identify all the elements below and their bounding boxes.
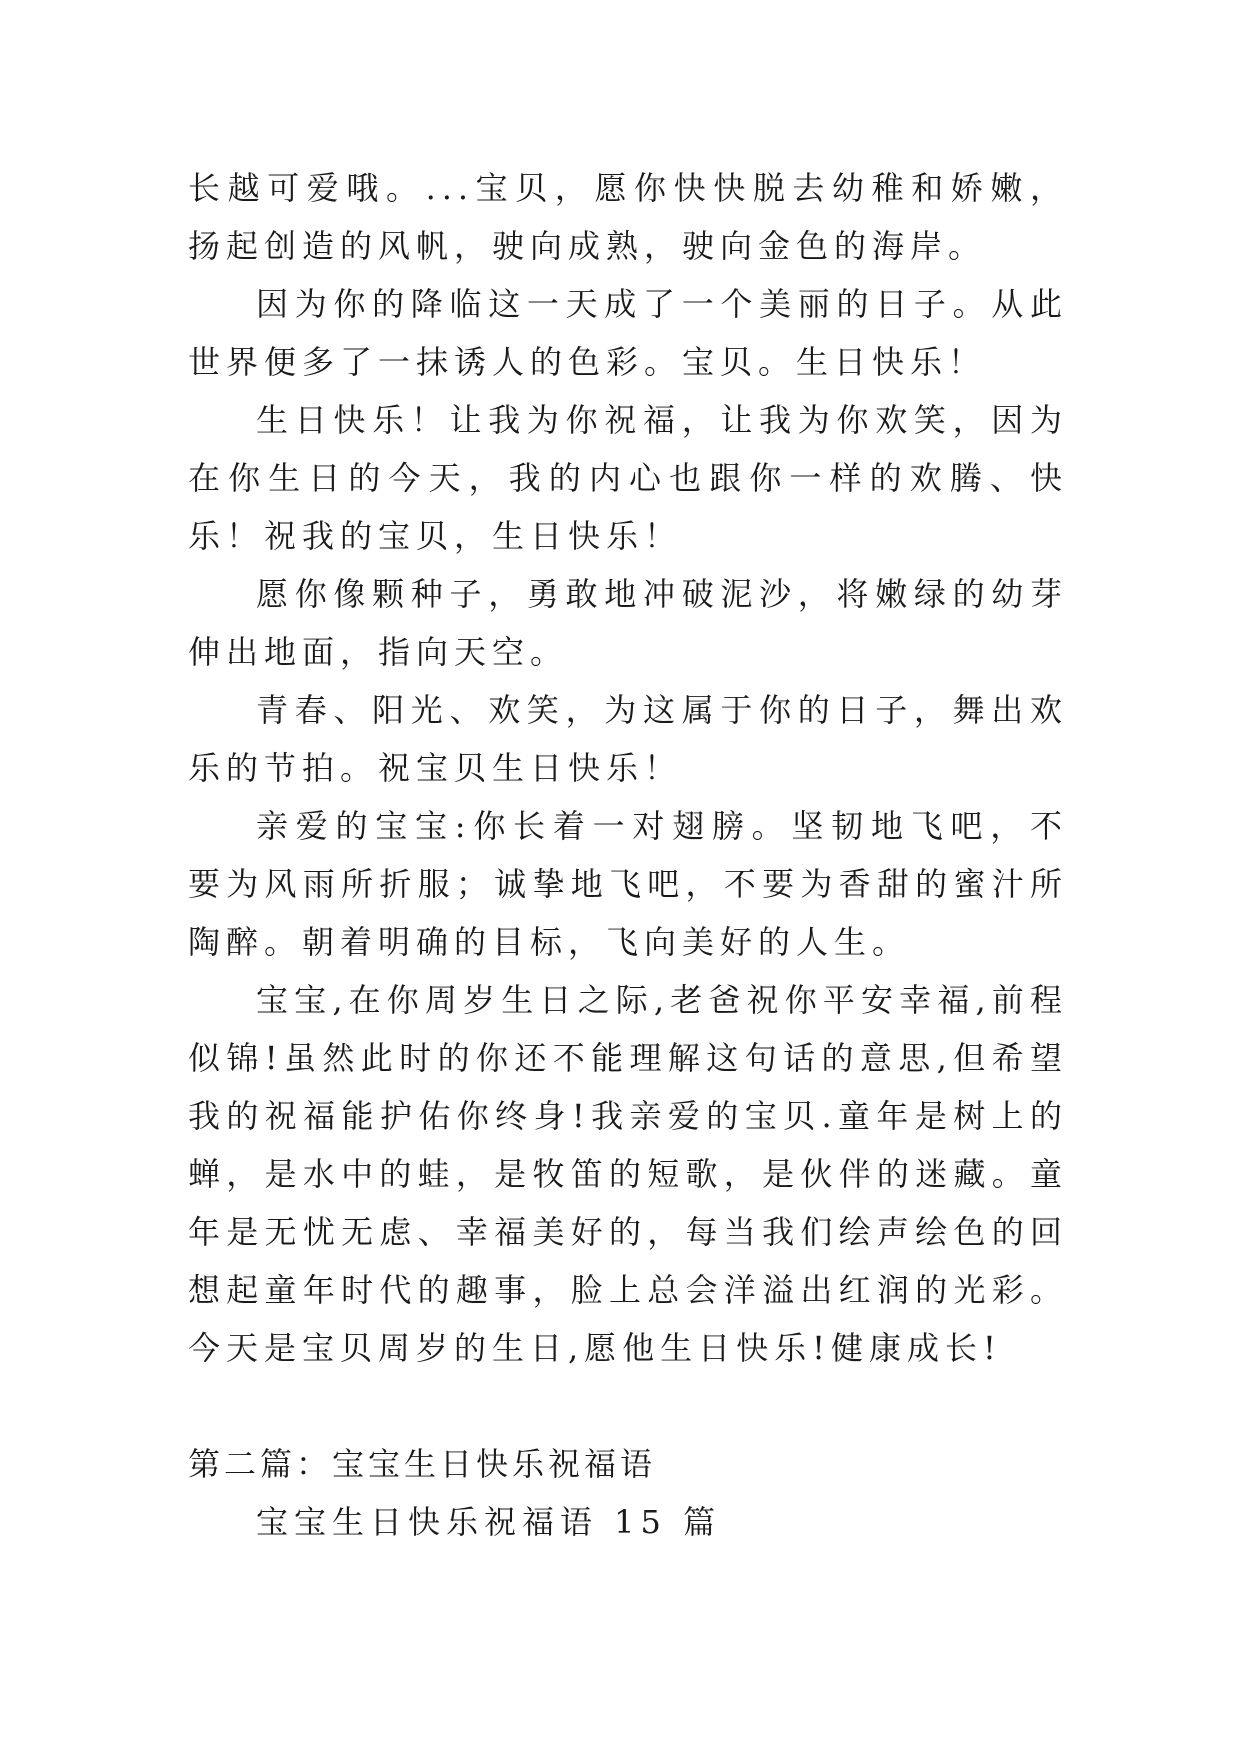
paragraph-continuation: 长越可爱哦。...宝贝，愿你快快脱去幼稚和娇嫩，扬起创造的风帆，驶向成熟，驶向金色的海岸。: [188, 169, 1068, 265]
section-spacer: [188, 1377, 1068, 1435]
paragraph: 愿你像颗种子，勇敢地冲破泥沙，将嫩绿的幼芽伸出地面，指向天空。: [188, 575, 1068, 671]
paragraph: 青春、阳光、欢笑，为这属于你的日子，舞出欢乐的节拍。祝宝贝生日快乐！: [188, 691, 1068, 787]
paragraph: 因为你的降临这一天成了一个美丽的日子。从此世界便多了一抹诱人的色彩。宝贝。生日快乐！: [188, 285, 1068, 381]
paragraph: 亲爱的宝宝:你长着一对翅膀。坚韧地飞吧，不要为风雨所折服；诚挚地飞吧，不要为香甜的蜜汁所陶醉。朝着明确的目标，飞向美好的人生。: [188, 807, 1068, 961]
document-body: [188, 159, 1068, 1551]
paragraph: 生日快乐！让我为你祝福，让我为你欢笑，因为在你生日的今天，我的内心也跟你一样的欢腾、快乐！祝我的宝贝，生日快乐！: [188, 401, 1068, 555]
paragraph: 宝宝,在你周岁生日之际,老爸祝你平安幸福,前程似锦!虽然此时的你还不能理解这句话的意思,但希望我的祝福能护佑你终身!我亲爱的宝贝.童年是树上的蝉，是水中的蛙，是牧笛的短歌，是伙伴的迷藏。童年是无忧无虑、幸福美好的，每当我们绘声绘色的回想起童年时代的趣事，脸上总会洋溢出红润的光彩。今天是宝贝周岁的生日,愿他生日快乐!健康成长!: [188, 981, 1068, 1367]
section-subtitle: 宝宝生日快乐祝福语 15 篇: [256, 1503, 722, 1541]
section-heading: 第二篇：宝宝生日快乐祝福语: [188, 1445, 657, 1483]
